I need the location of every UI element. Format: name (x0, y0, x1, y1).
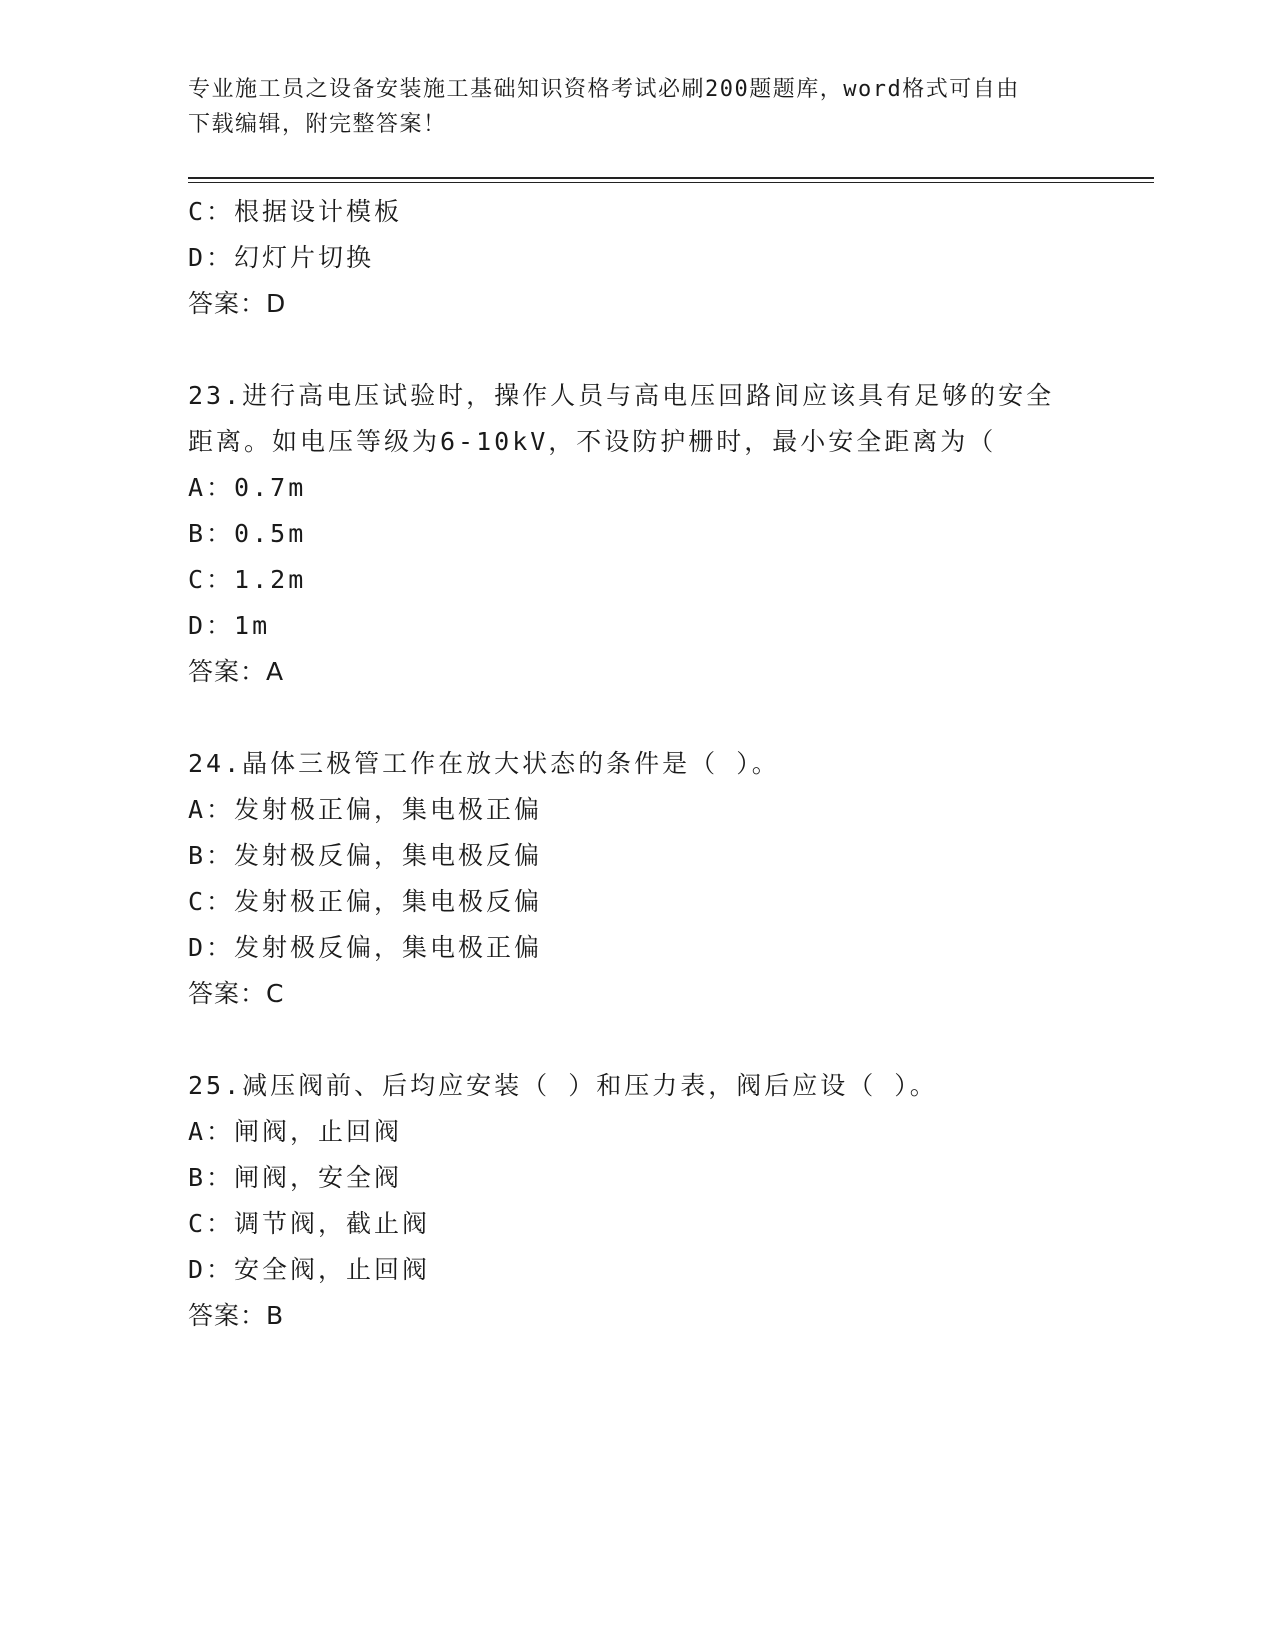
header-line-2: 下载编辑，附完整答案！ (188, 112, 447, 137)
spacer (188, 327, 1148, 373)
answer-line: 答案：B (188, 1301, 285, 1330)
answer-line: 答案：A (188, 657, 285, 686)
spacer (188, 695, 1148, 741)
option-b: B：发射极反偏，集电极反偏 (188, 841, 543, 870)
header-rule-thick (188, 177, 1154, 179)
option-d: D：1m (188, 611, 271, 640)
option-a: A：发射极正偏，集电极正偏 (188, 795, 543, 824)
option-c: C：调节阀，截止阀 (188, 1209, 431, 1238)
header-line-1: 专业施工员之设备安装施工基础知识资格考试必刷200题题库，word格式可自由 (188, 77, 1020, 102)
question-22-continued (188, 189, 1148, 327)
question-text: 24.晶体三极管工作在放大状态的条件是（ ）。 (188, 749, 780, 778)
question-text: 23.进行高电压试验时，操作人员与高电压回路间应该具有足够的安全 (188, 381, 1055, 410)
option-b: B：0.5m (188, 519, 307, 548)
option-d: D：发射极反偏，集电极正偏 (188, 933, 543, 962)
answer-line: 答案：D (188, 289, 287, 318)
option-b: B：闸阀，安全阀 (188, 1163, 403, 1192)
option-c: C：1.2m (188, 565, 307, 594)
question-content (188, 189, 1148, 1339)
option-c: C：发射极正偏，集电极反偏 (188, 887, 543, 916)
option-a: A：闸阀，止回阀 (188, 1117, 403, 1146)
spacer (188, 1017, 1148, 1063)
option-a: A：0.7m (188, 473, 307, 502)
question-25 (188, 1063, 1148, 1339)
option-d: D：幻灯片切换 (188, 243, 375, 272)
option-c: C：根据设计模板 (188, 197, 403, 226)
document-header (188, 72, 1088, 142)
header-rule-thin (188, 182, 1154, 183)
option-d: D：安全阀，止回阀 (188, 1255, 431, 1284)
answer-line: 答案：C (188, 979, 285, 1008)
question-23 (188, 373, 1148, 695)
question-24 (188, 741, 1148, 1017)
question-text: 25.减压阀前、后均应安装（ ）和压力表，阀后应设（ ）。 (188, 1071, 938, 1100)
question-text: 距离。如电压等级为6-10kV，不设防护栅时，最小安全距离为（ (188, 427, 997, 456)
